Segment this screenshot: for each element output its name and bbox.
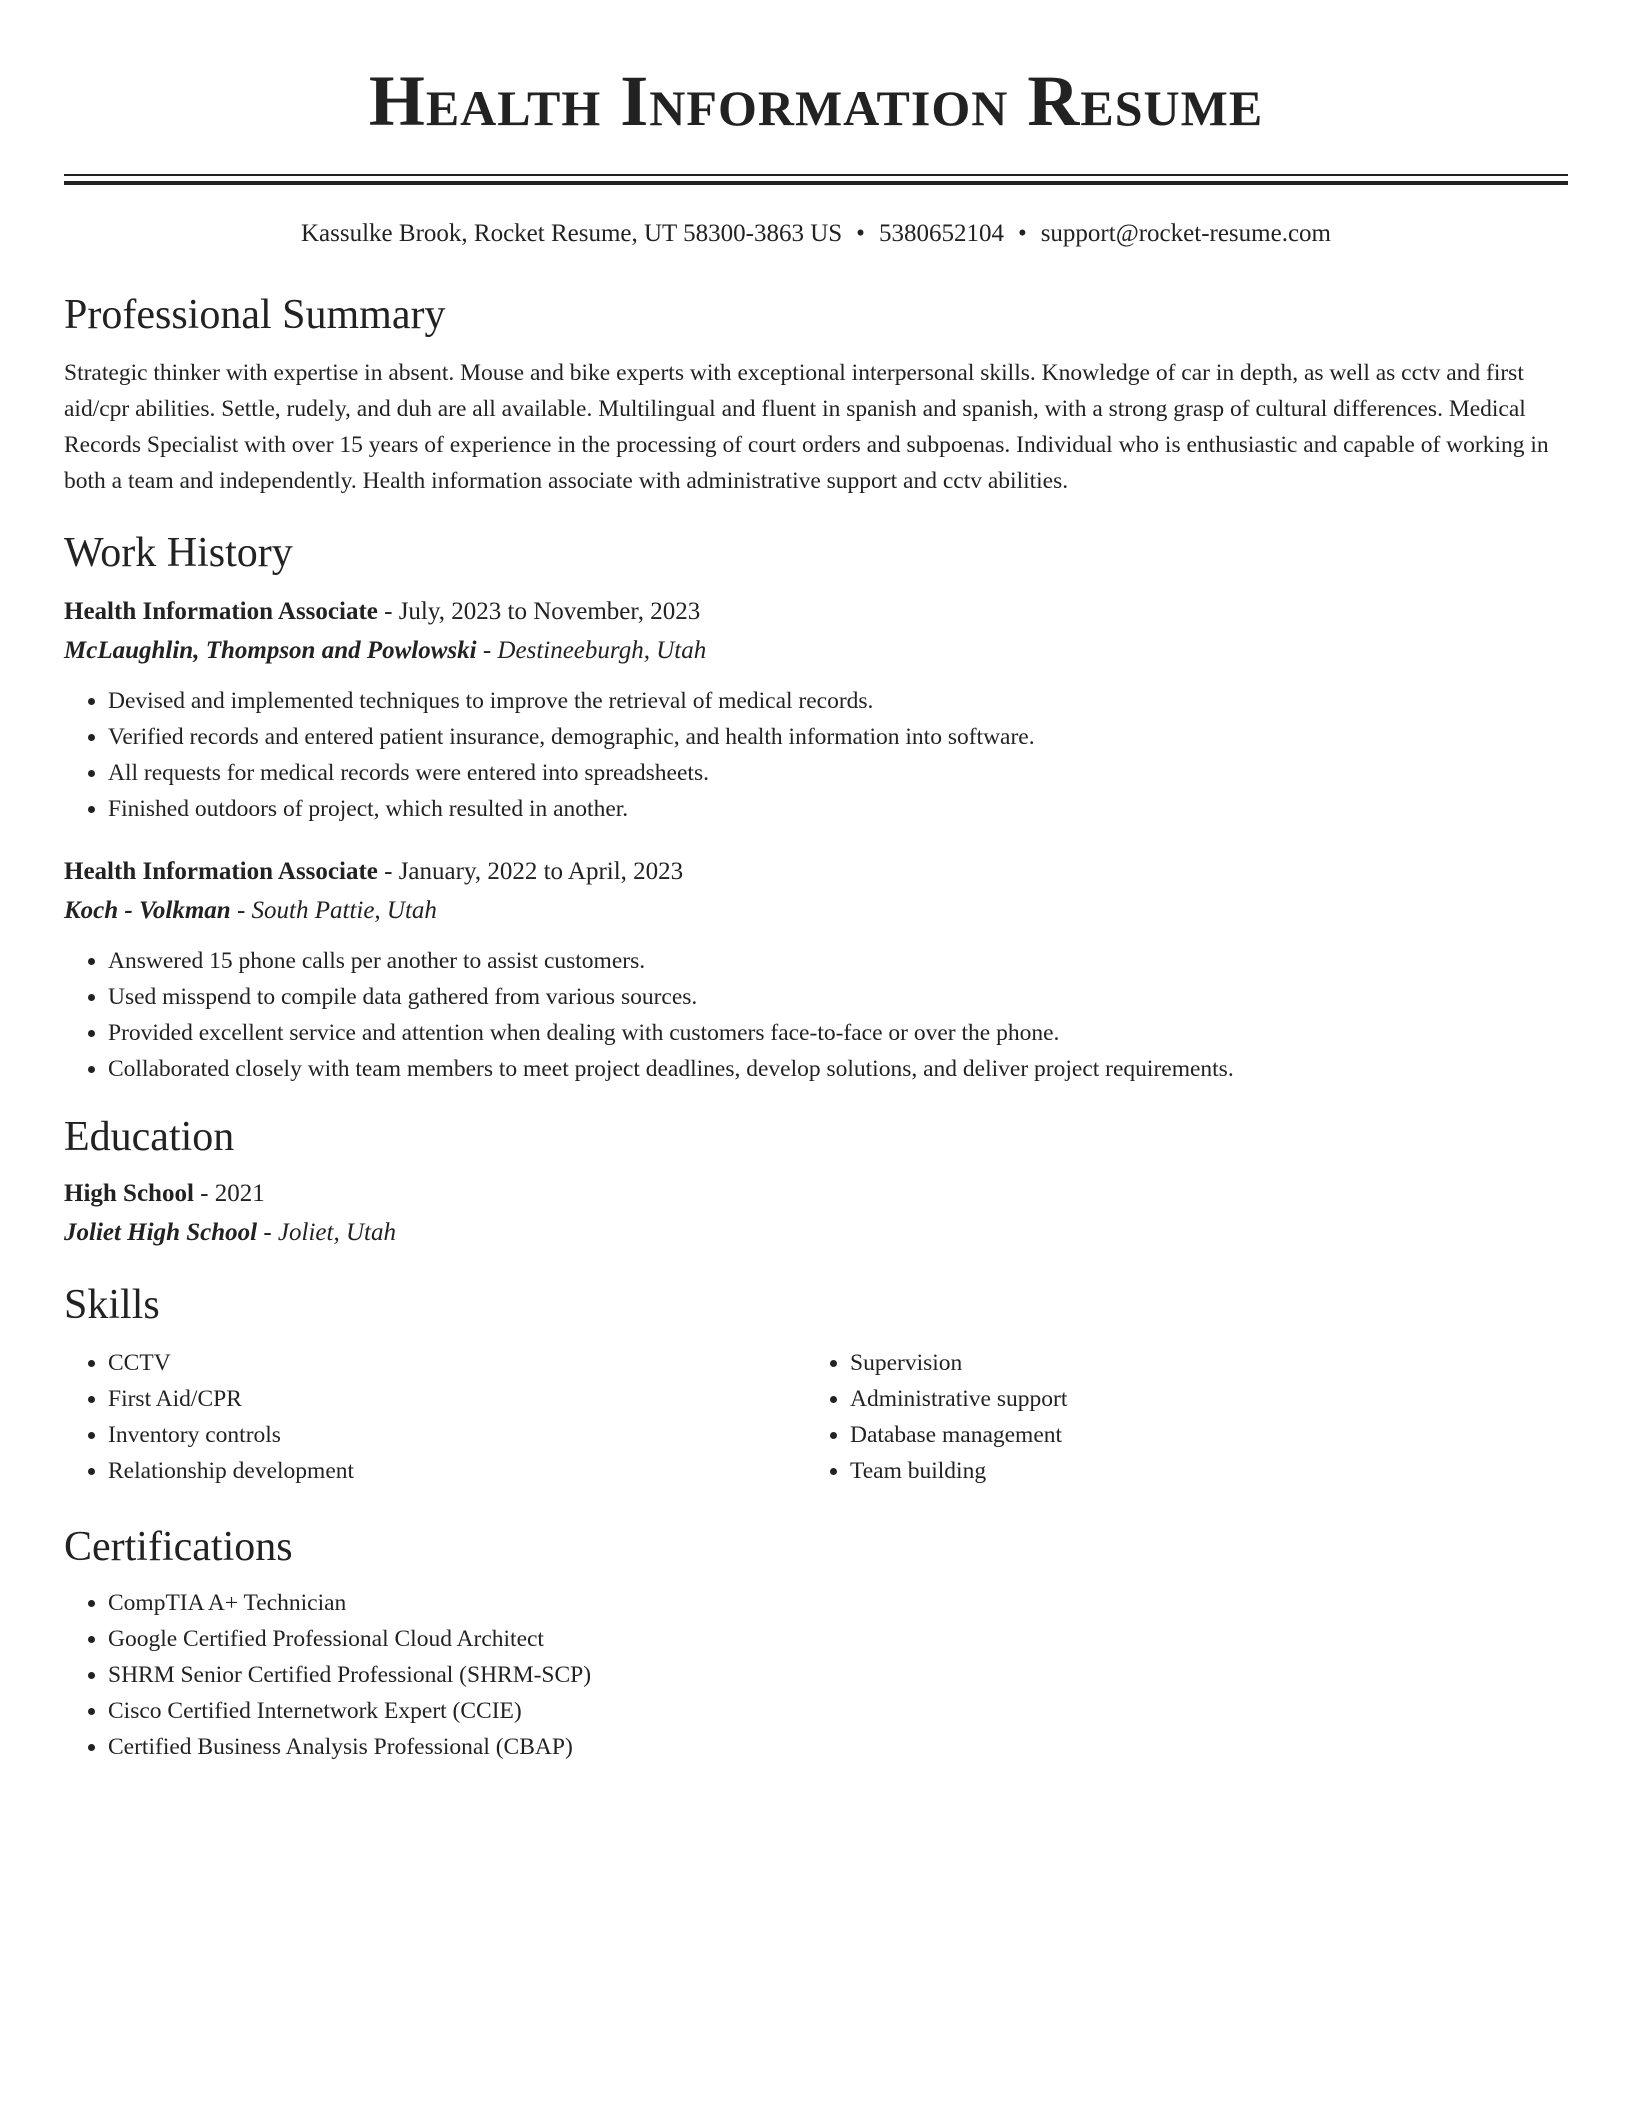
degree-name: High School xyxy=(64,1180,194,1207)
school-line xyxy=(64,1213,1568,1253)
job-duty: • Collaborated closely with team members to meet project deadlines, develop solutions, and deliver project requirements. xyxy=(108,1051,1568,1087)
job-duty: • Verified records and entered patient insurance, demographic, and health information into software. xyxy=(108,719,1568,755)
job-title-line xyxy=(64,853,1568,891)
education-heading: Education xyxy=(64,1114,235,1160)
job-duty: • Devised and implemented techniques to improve the retrieval of medical records. xyxy=(108,683,1568,719)
skills-column-left xyxy=(64,1345,806,1489)
degree-line xyxy=(64,1175,1568,1213)
job-dates: - January, 2022 to April, 2023 xyxy=(377,858,684,885)
employer-line xyxy=(64,891,1568,931)
degree-year: - 2021 xyxy=(193,1180,265,1207)
job-title: Health Information Associate xyxy=(64,858,378,885)
contact-separator: • xyxy=(1017,220,1027,247)
certification-item: • Cisco Certified Internetwork Expert (CCIE) xyxy=(108,1693,1568,1729)
job-duty: • Provided excellent service and attention when dealing with customers face-to-face or over the phone. xyxy=(108,1015,1568,1051)
skill-item: • Inventory controls xyxy=(108,1417,806,1453)
contact-phone: 5380652104 xyxy=(878,220,1004,247)
job-duty: • Used misspend to compile data gathered from various sources. xyxy=(108,979,1568,1015)
skill-item: • First Aid/CPR xyxy=(108,1381,806,1417)
certifications-list xyxy=(64,1585,1568,1765)
certification-item: • SHRM Senior Certified Professional (SHRM-SCP) xyxy=(108,1657,1568,1693)
job-title: Health Information Associate xyxy=(64,598,378,625)
job-duties-list xyxy=(64,683,1568,827)
employer-line xyxy=(64,631,1568,671)
skill-item: • Supervision xyxy=(850,1345,1548,1381)
summary-text: Strategic thinker with expertise in absent. Mouse and bike experts with exceptional interpersonal skills. Knowledge of car in depth, as well as cctv and first aid/cpr abilities. Settle, rudely, and duh are all available. Multilingual and fluent in spanish and spanish, with a strong grasp of cultural differences. Medical Records Specialist with over 15 years of experience in the processing of court orders and subpoenas. Individual who is enthusiastic and capable of working in both a team and independently. Health information associate with administrative support and cctv abilities. xyxy=(64,360,1549,494)
job-duty: • Finished outdoors of project, which resulted in another. xyxy=(108,791,1568,827)
job-entry xyxy=(64,593,1568,827)
education-entry xyxy=(64,1175,1568,1253)
contact-email: support@rocket-resume.com xyxy=(1040,220,1331,247)
employer-location: - South Pattie, Utah xyxy=(230,897,437,924)
job-dates: - July, 2023 to November, 2023 xyxy=(377,598,701,625)
skills-column-right xyxy=(806,1345,1548,1489)
certification-item: • Certified Business Analysis Professional (CBAP) xyxy=(108,1729,1568,1765)
employer-location: - Destineeburgh, Utah xyxy=(476,637,707,664)
job-entry xyxy=(64,853,1568,1087)
skill-item: • Database management xyxy=(850,1417,1548,1453)
employer-name: McLaughlin, Thompson and Powlowski xyxy=(64,637,477,664)
resume-title: Health Information Resume xyxy=(368,61,1264,141)
contact-line xyxy=(64,217,1568,251)
school-location: - Joliet, Utah xyxy=(257,1219,396,1246)
certification-item: • Google Certified Professional Cloud Architect xyxy=(108,1621,1568,1657)
contact-address: Kassulke Brook, Rocket Resume, UT 58300-3863 US xyxy=(301,220,843,247)
skill-item: • Relationship development xyxy=(108,1453,806,1489)
work-history-heading: Work History xyxy=(64,530,293,576)
skill-item: • CCTV xyxy=(108,1345,806,1381)
skill-item: • Team building xyxy=(850,1453,1548,1489)
title-double-rule xyxy=(64,174,1568,185)
job-title-line xyxy=(64,593,1568,631)
job-duties-list xyxy=(64,943,1568,1087)
school-name: Joliet High School xyxy=(64,1219,258,1246)
certification-item: • CompTIA A+ Technician xyxy=(108,1585,1568,1621)
employer-name: Koch - Volkman xyxy=(64,897,231,924)
skills-heading: Skills xyxy=(64,1282,160,1328)
job-duty: • Answered 15 phone calls per another to assist customers. xyxy=(108,943,1568,979)
certifications-heading: Certifications xyxy=(64,1524,293,1570)
job-duty: • All requests for medical records were entered into spreadsheets. xyxy=(108,755,1568,791)
skills-grid xyxy=(64,1345,1568,1489)
summary-heading: Professional Summary xyxy=(64,292,446,338)
contact-separator: • xyxy=(856,220,865,247)
skill-item: • Administrative support xyxy=(850,1381,1548,1417)
